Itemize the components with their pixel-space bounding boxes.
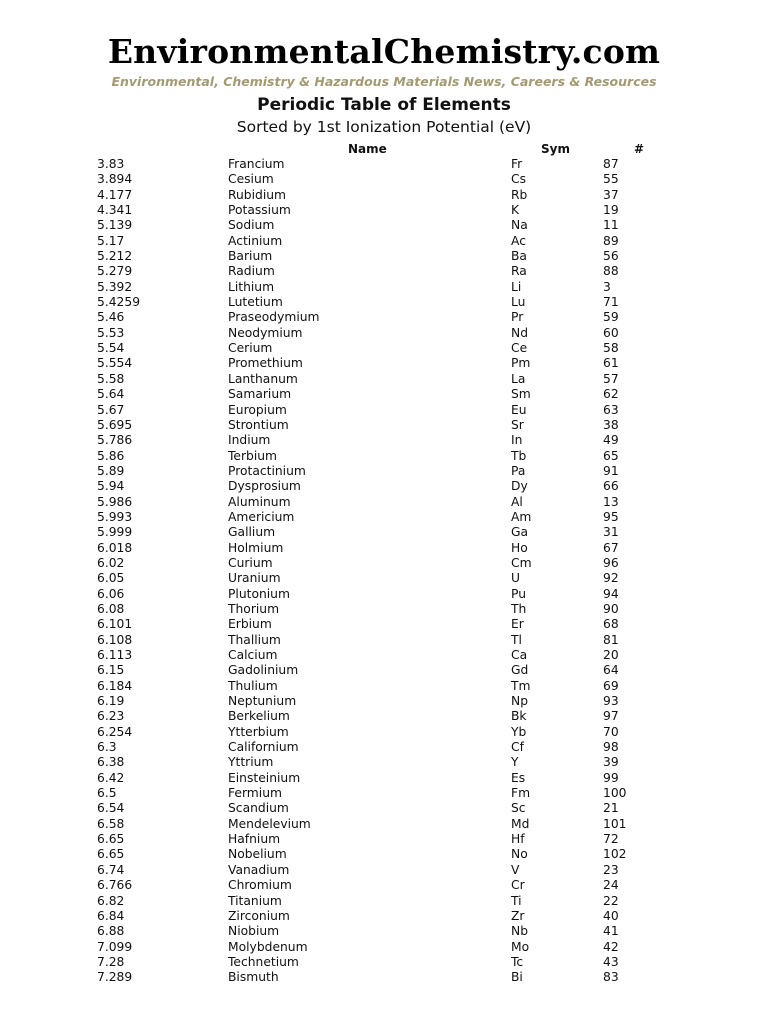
- element-symbol-cell: No: [511, 847, 528, 862]
- ionization-potential-cell: 3.894: [97, 172, 133, 187]
- element-name-cell: Potassium: [228, 203, 291, 218]
- column-header-name: Name: [348, 142, 387, 156]
- table-row: [0, 725, 768, 740]
- table-row: [0, 387, 768, 402]
- element-name-cell: Francium: [228, 157, 285, 171]
- atomic-number-cell: 61: [603, 356, 619, 371]
- table-row: [0, 940, 768, 955]
- ionization-potential-cell: 6.113: [97, 648, 133, 662]
- element-symbol-cell: Np: [511, 694, 529, 709]
- column-header-number: #: [634, 142, 645, 156]
- element-name-cell: Einsteinium: [228, 770, 301, 785]
- ionization-potential-cell: 6.42: [97, 770, 125, 785]
- element-name-cell: Fermium: [228, 786, 282, 801]
- atomic-number-cell: 3: [603, 279, 611, 294]
- ionization-potential-cell: 5.4259: [97, 295, 141, 310]
- element-symbol-cell: Ra: [511, 264, 527, 279]
- table-row: [0, 801, 768, 816]
- table-row: [0, 617, 768, 632]
- element-name-cell: Bismuth: [228, 970, 279, 985]
- element-symbol-cell: Gd: [511, 663, 529, 678]
- table-row: [0, 372, 768, 387]
- element-name-cell: Aluminum: [228, 494, 291, 509]
- atomic-number-cell: 89: [603, 233, 619, 248]
- element-symbol-cell: Lu: [511, 295, 526, 310]
- atomic-number-cell: 31: [603, 525, 619, 540]
- atomic-number-cell: 95: [603, 509, 619, 524]
- element-symbol-cell: Eu: [511, 402, 527, 417]
- element-symbol-cell: In: [511, 433, 523, 448]
- table-row: [0, 771, 768, 786]
- ionization-potential-cell: 6.88: [97, 924, 125, 939]
- ionization-potential-cell: 4.177: [97, 187, 133, 202]
- elements-table: [0, 157, 768, 986]
- atomic-number-cell: 68: [603, 617, 619, 632]
- ionization-potential-cell: 5.67: [97, 402, 125, 417]
- element-symbol-cell: Cs: [511, 172, 526, 187]
- table-row: [0, 356, 768, 371]
- element-name-cell: Terbium: [228, 448, 278, 463]
- atomic-number-cell: 97: [603, 709, 619, 724]
- element-name-cell: Dysprosium: [228, 479, 301, 494]
- element-symbol-cell: Pa: [511, 463, 526, 478]
- element-name-cell: Americium: [228, 509, 295, 524]
- table-row: [0, 403, 768, 418]
- ionization-potential-cell: 5.554: [97, 356, 133, 371]
- ionization-potential-cell: 5.64: [97, 387, 125, 402]
- table-row: [0, 847, 768, 862]
- element-symbol-cell: La: [511, 371, 526, 386]
- atomic-number-cell: 43: [603, 954, 619, 969]
- atomic-number-cell: 37: [603, 187, 619, 202]
- element-name-cell: Sodium: [228, 218, 275, 233]
- element-name-cell: Californium: [228, 740, 299, 755]
- element-name-cell: Indium: [228, 433, 271, 448]
- atomic-number-cell: 88: [603, 264, 619, 279]
- element-symbol-cell: Zr: [511, 908, 525, 923]
- element-symbol-cell: Dy: [511, 479, 528, 494]
- element-name-cell: Erbium: [228, 617, 272, 632]
- element-symbol-cell: Tl: [511, 632, 522, 647]
- atomic-number-cell: 49: [603, 433, 619, 448]
- element-symbol-cell: Ce: [511, 341, 528, 356]
- ionization-potential-cell: 6.23: [97, 709, 125, 724]
- element-name-cell: Hafnium: [228, 832, 281, 847]
- element-name-cell: Thallium: [228, 632, 281, 647]
- element-name-cell: Thulium: [228, 678, 278, 693]
- atomic-number-cell: 83: [603, 970, 619, 985]
- table-row: [0, 280, 768, 295]
- table-row: [0, 970, 768, 985]
- atomic-number-cell: 90: [603, 601, 619, 616]
- element-name-cell: Gadolinium: [228, 663, 299, 678]
- element-symbol-cell: Yb: [511, 724, 527, 739]
- ionization-potential-cell: 6.766: [97, 878, 133, 893]
- ionization-potential-cell: 6.06: [97, 586, 125, 601]
- ionization-potential-cell: 5.392: [97, 279, 133, 294]
- element-name-cell: Cesium: [228, 172, 274, 187]
- table-row: [0, 479, 768, 494]
- site-title: EnvironmentalChemistry.com: [107, 32, 661, 71]
- table-row: [0, 786, 768, 801]
- atomic-number-cell: 22: [603, 893, 619, 908]
- table-row: [0, 234, 768, 249]
- table-row: [0, 679, 768, 694]
- table-header: [0, 142, 768, 158]
- ionization-potential-cell: 5.17: [97, 233, 125, 248]
- ionization-potential-cell: 7.28: [97, 954, 125, 969]
- element-symbol-cell: U: [511, 571, 521, 586]
- element-name-cell: Uranium: [228, 571, 281, 586]
- element-symbol-cell: Ca: [511, 648, 528, 662]
- atomic-number-cell: 94: [603, 586, 619, 601]
- element-name-cell: Nobelium: [228, 847, 287, 862]
- table-row: [0, 648, 768, 663]
- element-name-cell: Yttrium: [228, 755, 274, 770]
- table-row: [0, 295, 768, 310]
- ionization-potential-cell: 5.94: [97, 479, 125, 494]
- atomic-number-cell: 39: [603, 755, 619, 770]
- ionization-potential-cell: 6.02: [97, 555, 125, 570]
- element-symbol-cell: Li: [511, 279, 522, 294]
- table-row: [0, 326, 768, 341]
- ionization-potential-cell: 5.54: [97, 341, 125, 356]
- element-name-cell: Strontium: [228, 417, 289, 432]
- table-row: [0, 541, 768, 556]
- ionization-potential-cell: 5.695: [97, 417, 133, 432]
- atomic-number-cell: 23: [603, 862, 619, 877]
- table-row: [0, 203, 768, 218]
- element-symbol-cell: Bk: [511, 709, 527, 724]
- atomic-number-cell: 38: [603, 417, 619, 432]
- element-name-cell: Titanium: [228, 893, 282, 908]
- element-symbol-cell: Nb: [511, 924, 529, 939]
- ionization-potential-cell: 7.289: [97, 970, 133, 985]
- table-row: [0, 495, 768, 510]
- element-name-cell: Thorium: [228, 601, 280, 616]
- atomic-number-cell: 58: [603, 341, 619, 356]
- element-symbol-cell: Hf: [511, 832, 525, 847]
- table-row: [0, 525, 768, 540]
- element-symbol-cell: Ho: [511, 540, 528, 555]
- element-symbol-cell: Cf: [511, 740, 524, 755]
- ionization-potential-cell: 6.15: [97, 663, 125, 678]
- atomic-number-cell: 56: [603, 249, 619, 264]
- table-row: [0, 878, 768, 893]
- element-name-cell: Technetium: [228, 954, 299, 969]
- element-symbol-cell: V: [511, 862, 520, 877]
- element-symbol-cell: Es: [511, 770, 526, 785]
- element-name-cell: Chromium: [228, 878, 292, 893]
- table-row: [0, 832, 768, 847]
- element-name-cell: Calcium: [228, 648, 278, 662]
- table-row: [0, 909, 768, 924]
- table-row: [0, 310, 768, 325]
- element-symbol-cell: K: [511, 203, 520, 218]
- table-row: [0, 341, 768, 356]
- ionization-potential-cell: 5.212: [97, 249, 133, 264]
- ionization-potential-cell: 6.65: [97, 847, 125, 862]
- element-symbol-cell: Ga: [511, 525, 529, 540]
- element-name-cell: Zirconium: [228, 908, 290, 923]
- atomic-number-cell: 91: [603, 463, 619, 478]
- element-name-cell: Mendelevium: [228, 816, 311, 831]
- element-symbol-cell: Nd: [511, 325, 529, 340]
- ionization-potential-cell: 5.86: [97, 448, 125, 463]
- ionization-potential-cell: 5.999: [97, 525, 133, 540]
- table-row: [0, 556, 768, 571]
- table-row: [0, 602, 768, 617]
- element-name-cell: Europium: [228, 402, 287, 417]
- element-symbol-cell: Cr: [511, 878, 525, 893]
- atomic-number-cell: 59: [603, 310, 619, 325]
- element-symbol-cell: Tm: [511, 678, 531, 693]
- ionization-potential-cell: 6.254: [97, 724, 133, 739]
- table-row: [0, 571, 768, 586]
- table-row: [0, 464, 768, 479]
- table-row: [0, 663, 768, 678]
- atomic-number-cell: 100: [603, 786, 627, 801]
- atomic-number-cell: 71: [603, 295, 619, 310]
- element-symbol-cell: Sc: [511, 801, 526, 816]
- table-row: [0, 924, 768, 939]
- atomic-number-cell: 96: [603, 555, 619, 570]
- table-row: [0, 249, 768, 264]
- ionization-potential-cell: 6.101: [97, 617, 133, 632]
- element-symbol-cell: Ba: [511, 249, 527, 264]
- element-name-cell: Radium: [228, 264, 275, 279]
- atomic-number-cell: 93: [603, 694, 619, 709]
- element-name-cell: Berkelium: [228, 709, 290, 724]
- table-row: [0, 157, 768, 172]
- ionization-potential-cell: 6.58: [97, 816, 125, 831]
- element-symbol-cell: Ac: [511, 233, 526, 248]
- element-symbol-cell: Tb: [511, 448, 527, 463]
- element-symbol-cell: Sm: [511, 387, 531, 402]
- atomic-number-cell: 62: [603, 387, 619, 402]
- page-subtitle: Sorted by 1st Ionization Potential (eV): [236, 118, 532, 136]
- atomic-number-cell: 21: [603, 801, 619, 816]
- atomic-number-cell: 64: [603, 663, 619, 678]
- element-symbol-cell: Y: [511, 755, 519, 770]
- element-name-cell: Holmium: [228, 540, 284, 555]
- element-symbol-cell: Mo: [511, 939, 530, 954]
- element-symbol-cell: Bi: [511, 970, 523, 985]
- atomic-number-cell: 102: [603, 847, 627, 862]
- element-name-cell: Molybdenum: [228, 939, 308, 954]
- atomic-number-cell: 72: [603, 832, 619, 847]
- element-name-cell: Plutonium: [228, 586, 290, 601]
- element-name-cell: Protactinium: [228, 463, 306, 478]
- table-row: [0, 863, 768, 878]
- page-title: Periodic Table of Elements: [257, 95, 511, 115]
- element-symbol-cell: Na: [511, 218, 528, 233]
- ionization-potential-cell: 5.58: [97, 371, 125, 386]
- ionization-potential-cell: 5.46: [97, 310, 125, 325]
- atomic-number-cell: 67: [603, 540, 619, 555]
- atomic-number-cell: 60: [603, 325, 619, 340]
- atomic-number-cell: 41: [603, 924, 619, 939]
- element-symbol-cell: Fr: [511, 157, 523, 171]
- table-row: [0, 587, 768, 602]
- element-symbol-cell: Pm: [511, 356, 531, 371]
- element-symbol-cell: Sr: [511, 417, 524, 432]
- ionization-potential-cell: 6.82: [97, 893, 125, 908]
- ionization-potential-cell: 5.993: [97, 509, 133, 524]
- atomic-number-cell: 70: [603, 724, 619, 739]
- element-name-cell: Praseodymium: [228, 310, 320, 325]
- atomic-number-cell: 99: [603, 770, 619, 785]
- element-name-cell: Cerium: [228, 341, 273, 356]
- element-name-cell: Lutetium: [228, 295, 283, 310]
- element-name-cell: Gallium: [228, 525, 276, 540]
- element-symbol-cell: Ti: [511, 893, 522, 908]
- element-name-cell: Ytterbium: [228, 724, 289, 739]
- table-row: [0, 188, 768, 203]
- element-name-cell: Barium: [228, 249, 273, 264]
- element-name-cell: Promethium: [228, 356, 303, 371]
- atomic-number-cell: 66: [603, 479, 619, 494]
- element-name-cell: Vanadium: [228, 862, 290, 877]
- atomic-number-cell: 19: [603, 203, 619, 218]
- element-name-cell: Lanthanum: [228, 371, 298, 386]
- table-row: [0, 755, 768, 770]
- element-symbol-cell: Pu: [511, 586, 526, 601]
- table-row: [0, 894, 768, 909]
- element-symbol-cell: Rb: [511, 187, 528, 202]
- atomic-number-cell: 20: [603, 648, 619, 662]
- atomic-number-cell: 24: [603, 878, 619, 893]
- ionization-potential-cell: 6.184: [97, 678, 133, 693]
- ionization-potential-cell: 6.74: [97, 862, 125, 877]
- element-name-cell: Niobium: [228, 924, 280, 939]
- table-row: [0, 694, 768, 709]
- element-symbol-cell: Er: [511, 617, 524, 632]
- element-name-cell: Actinium: [228, 233, 283, 248]
- table-row: [0, 633, 768, 648]
- atomic-number-cell: 69: [603, 678, 619, 693]
- ionization-potential-cell: 5.279: [97, 264, 133, 279]
- element-name-cell: Neptunium: [228, 694, 297, 709]
- ionization-potential-cell: 4.341: [97, 203, 133, 218]
- atomic-number-cell: 98: [603, 740, 619, 755]
- atomic-number-cell: 81: [603, 632, 619, 647]
- element-symbol-cell: Tc: [511, 954, 524, 969]
- atomic-number-cell: 11: [603, 218, 619, 233]
- atomic-number-cell: 13: [603, 494, 619, 509]
- ionization-potential-cell: 6.3: [97, 740, 117, 755]
- table-row: [0, 510, 768, 525]
- atomic-number-cell: 87: [603, 157, 619, 171]
- element-name-cell: Samarium: [228, 387, 292, 402]
- ionization-potential-cell: 6.05: [97, 571, 125, 586]
- atomic-number-cell: 40: [603, 908, 619, 923]
- ionization-potential-cell: 5.786: [97, 433, 133, 448]
- column-header-symbol: Sym: [541, 142, 570, 156]
- table-row: [0, 709, 768, 724]
- atomic-number-cell: 92: [603, 571, 619, 586]
- element-symbol-cell: Pr: [511, 310, 524, 325]
- element-symbol-cell: Md: [511, 816, 530, 831]
- ionization-potential-cell: 5.986: [97, 494, 133, 509]
- element-name-cell: Lithium: [228, 279, 275, 294]
- table-row: [0, 418, 768, 433]
- atomic-number-cell: 57: [603, 371, 619, 386]
- atomic-number-cell: 101: [603, 816, 627, 831]
- element-name-cell: Scandium: [228, 801, 289, 816]
- element-name-cell: Curium: [228, 555, 273, 570]
- ionization-potential-cell: 5.89: [97, 463, 125, 478]
- ionization-potential-cell: 5.53: [97, 325, 125, 340]
- element-symbol-cell: Cm: [511, 555, 532, 570]
- ionization-potential-cell: 6.018: [97, 540, 133, 555]
- ionization-potential-cell: 6.38: [97, 755, 125, 770]
- atomic-number-cell: 42: [603, 939, 619, 954]
- element-symbol-cell: Am: [511, 509, 532, 524]
- ionization-potential-cell: 6.5: [97, 786, 117, 801]
- ionization-potential-cell: 6.08: [97, 601, 125, 616]
- element-name-cell: Rubidium: [228, 187, 287, 202]
- table-row: [0, 264, 768, 279]
- table-row: [0, 218, 768, 233]
- element-name-cell: Neodymium: [228, 325, 303, 340]
- ionization-potential-cell: 6.108: [97, 632, 133, 647]
- element-symbol-cell: Th: [511, 601, 527, 616]
- ionization-potential-cell: 3.83: [97, 157, 125, 171]
- atomic-number-cell: 63: [603, 402, 619, 417]
- ionization-potential-cell: 6.84: [97, 908, 125, 923]
- ionization-potential-cell: 6.19: [97, 694, 125, 709]
- element-symbol-cell: Al: [511, 494, 523, 509]
- atomic-number-cell: 55: [603, 172, 619, 187]
- ionization-potential-cell: 6.65: [97, 832, 125, 847]
- table-row: [0, 449, 768, 464]
- table-row: [0, 817, 768, 832]
- ionization-potential-cell: 5.139: [97, 218, 133, 233]
- table-row: [0, 740, 768, 755]
- table-row: [0, 433, 768, 448]
- table-row: [0, 955, 768, 970]
- ionization-potential-cell: 6.54: [97, 801, 125, 816]
- table-row: [0, 172, 768, 187]
- ionization-potential-cell: 7.099: [97, 939, 133, 954]
- site-tagline: Environmental, Chemistry & Hazardous Materials News, Careers & Resources: [111, 74, 657, 89]
- element-symbol-cell: Fm: [511, 786, 531, 801]
- atomic-number-cell: 65: [603, 448, 619, 463]
